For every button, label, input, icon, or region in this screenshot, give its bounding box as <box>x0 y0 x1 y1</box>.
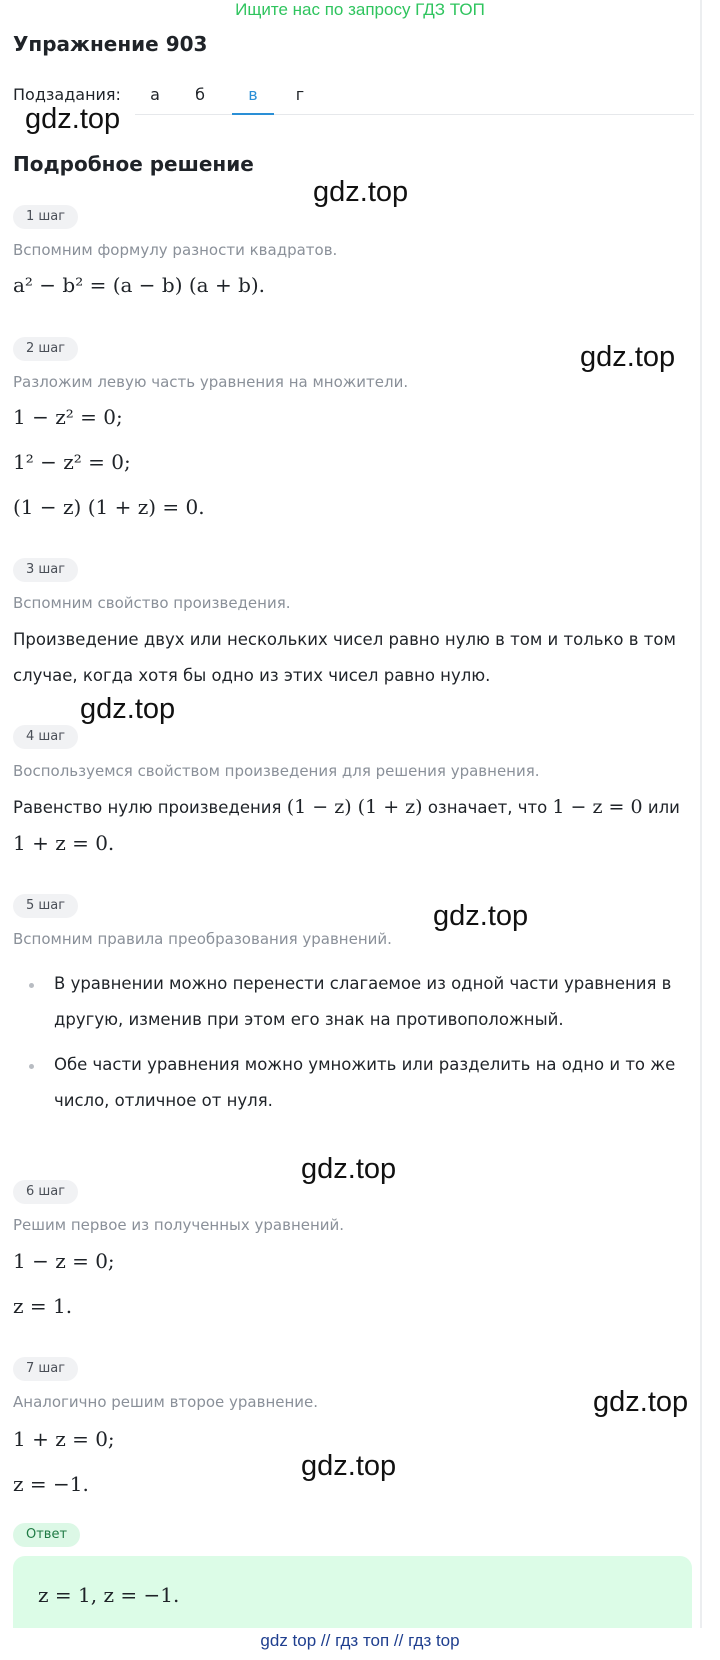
subtask-tab-v[interactable]: в <box>248 85 258 104</box>
watermark: gdz.top <box>313 176 409 208</box>
subtask-tab-g[interactable]: г <box>295 85 305 104</box>
page-title: Упражнение 903 <box>13 32 208 56</box>
step-badge: 4 шаг <box>13 725 78 749</box>
step-badge: 2 шаг <box>13 337 78 361</box>
step-badge: 5 шаг <box>13 894 78 918</box>
formula-line: a² − b² = (a − b) (a + b). <box>13 273 266 297</box>
subtask-tab-b[interactable]: б <box>195 85 205 104</box>
bullet-text: Обе части уравнения можно умножить или разделить на одно и то же <box>54 1055 676 1074</box>
watermark: gdz.top <box>25 103 121 135</box>
bullet-text: В уравнении можно перенести слагаемое из одной части уравнения в <box>54 974 672 993</box>
step-hint: Вспомним правила преобразования уравнений. <box>13 930 392 948</box>
step-badge: 1 шаг <box>13 205 78 229</box>
subtask-tab-a[interactable]: а <box>150 85 160 104</box>
watermark: gdz.top <box>301 1450 397 1482</box>
step-badge: 7 шаг <box>13 1357 78 1381</box>
formula-line: z = 1. <box>13 1294 73 1318</box>
bullet-text: другую, изменив при этом его знак на противоположный. <box>54 1010 564 1029</box>
watermark: gdz.top <box>580 341 676 373</box>
step-badge: 6 шаг <box>13 1180 78 1204</box>
formula-line: 1 − z² = 0; <box>13 405 123 429</box>
step-text: Равенство нулю произведения (1 − z) (1 + z) означает, что 1 − z = 0 или <box>13 796 680 818</box>
bullet-text: число, отличное от нуля. <box>54 1091 273 1110</box>
step-text: случае, когда хотя бы одно из этих чисел равно нулю. <box>13 666 491 685</box>
step-hint: Разложим левую часть уравнения на множители. <box>13 373 409 391</box>
watermark: gdz.top <box>80 693 176 725</box>
footer-links[interactable]: gdz top // гдз топ // гдз top <box>260 1631 460 1650</box>
bullet-dot <box>29 983 34 988</box>
formula-line: 1 − z = 0; <box>13 1249 115 1273</box>
step-badge: 3 шаг <box>13 558 78 582</box>
active-tab-indicator <box>232 113 274 115</box>
subtasks-label: Подзадания: <box>13 85 121 104</box>
step-hint: Воспользуемся свойством произведения для решения уравнения. <box>13 762 540 780</box>
answer-formula: z = 1, z = −1. <box>38 1583 180 1607</box>
formula-line: (1 − z) (1 + z) = 0. <box>13 495 205 519</box>
bullet-dot <box>29 1064 34 1069</box>
search-banner: Ищите нас по запросу ГДЗ ТОП <box>235 0 485 19</box>
formula-line: z = −1. <box>13 1472 89 1496</box>
watermark: gdz.top <box>433 900 529 932</box>
step-hint: Вспомним формулу разности квадратов. <box>13 241 338 259</box>
watermark: gdz.top <box>593 1386 689 1418</box>
tabs-divider <box>135 114 694 115</box>
step-hint: Решим первое из полученных уравнений. <box>13 1216 345 1234</box>
right-edge <box>700 0 702 1660</box>
formula-line: 1 + z = 0. <box>13 831 115 855</box>
step-hint: Аналогично решим второе уравнение. <box>13 1393 319 1411</box>
section-title: Подробное решение <box>13 152 254 176</box>
step-hint: Вспомним свойство произведения. <box>13 594 291 612</box>
watermark: gdz.top <box>301 1153 397 1185</box>
step-text: Произведение двух или нескольких чисел равно нулю в том и только в том <box>13 630 676 649</box>
answer-badge: Ответ <box>13 1523 80 1547</box>
formula-line: 1 + z = 0; <box>13 1427 115 1451</box>
formula-line: 1² − z² = 0; <box>13 450 131 474</box>
